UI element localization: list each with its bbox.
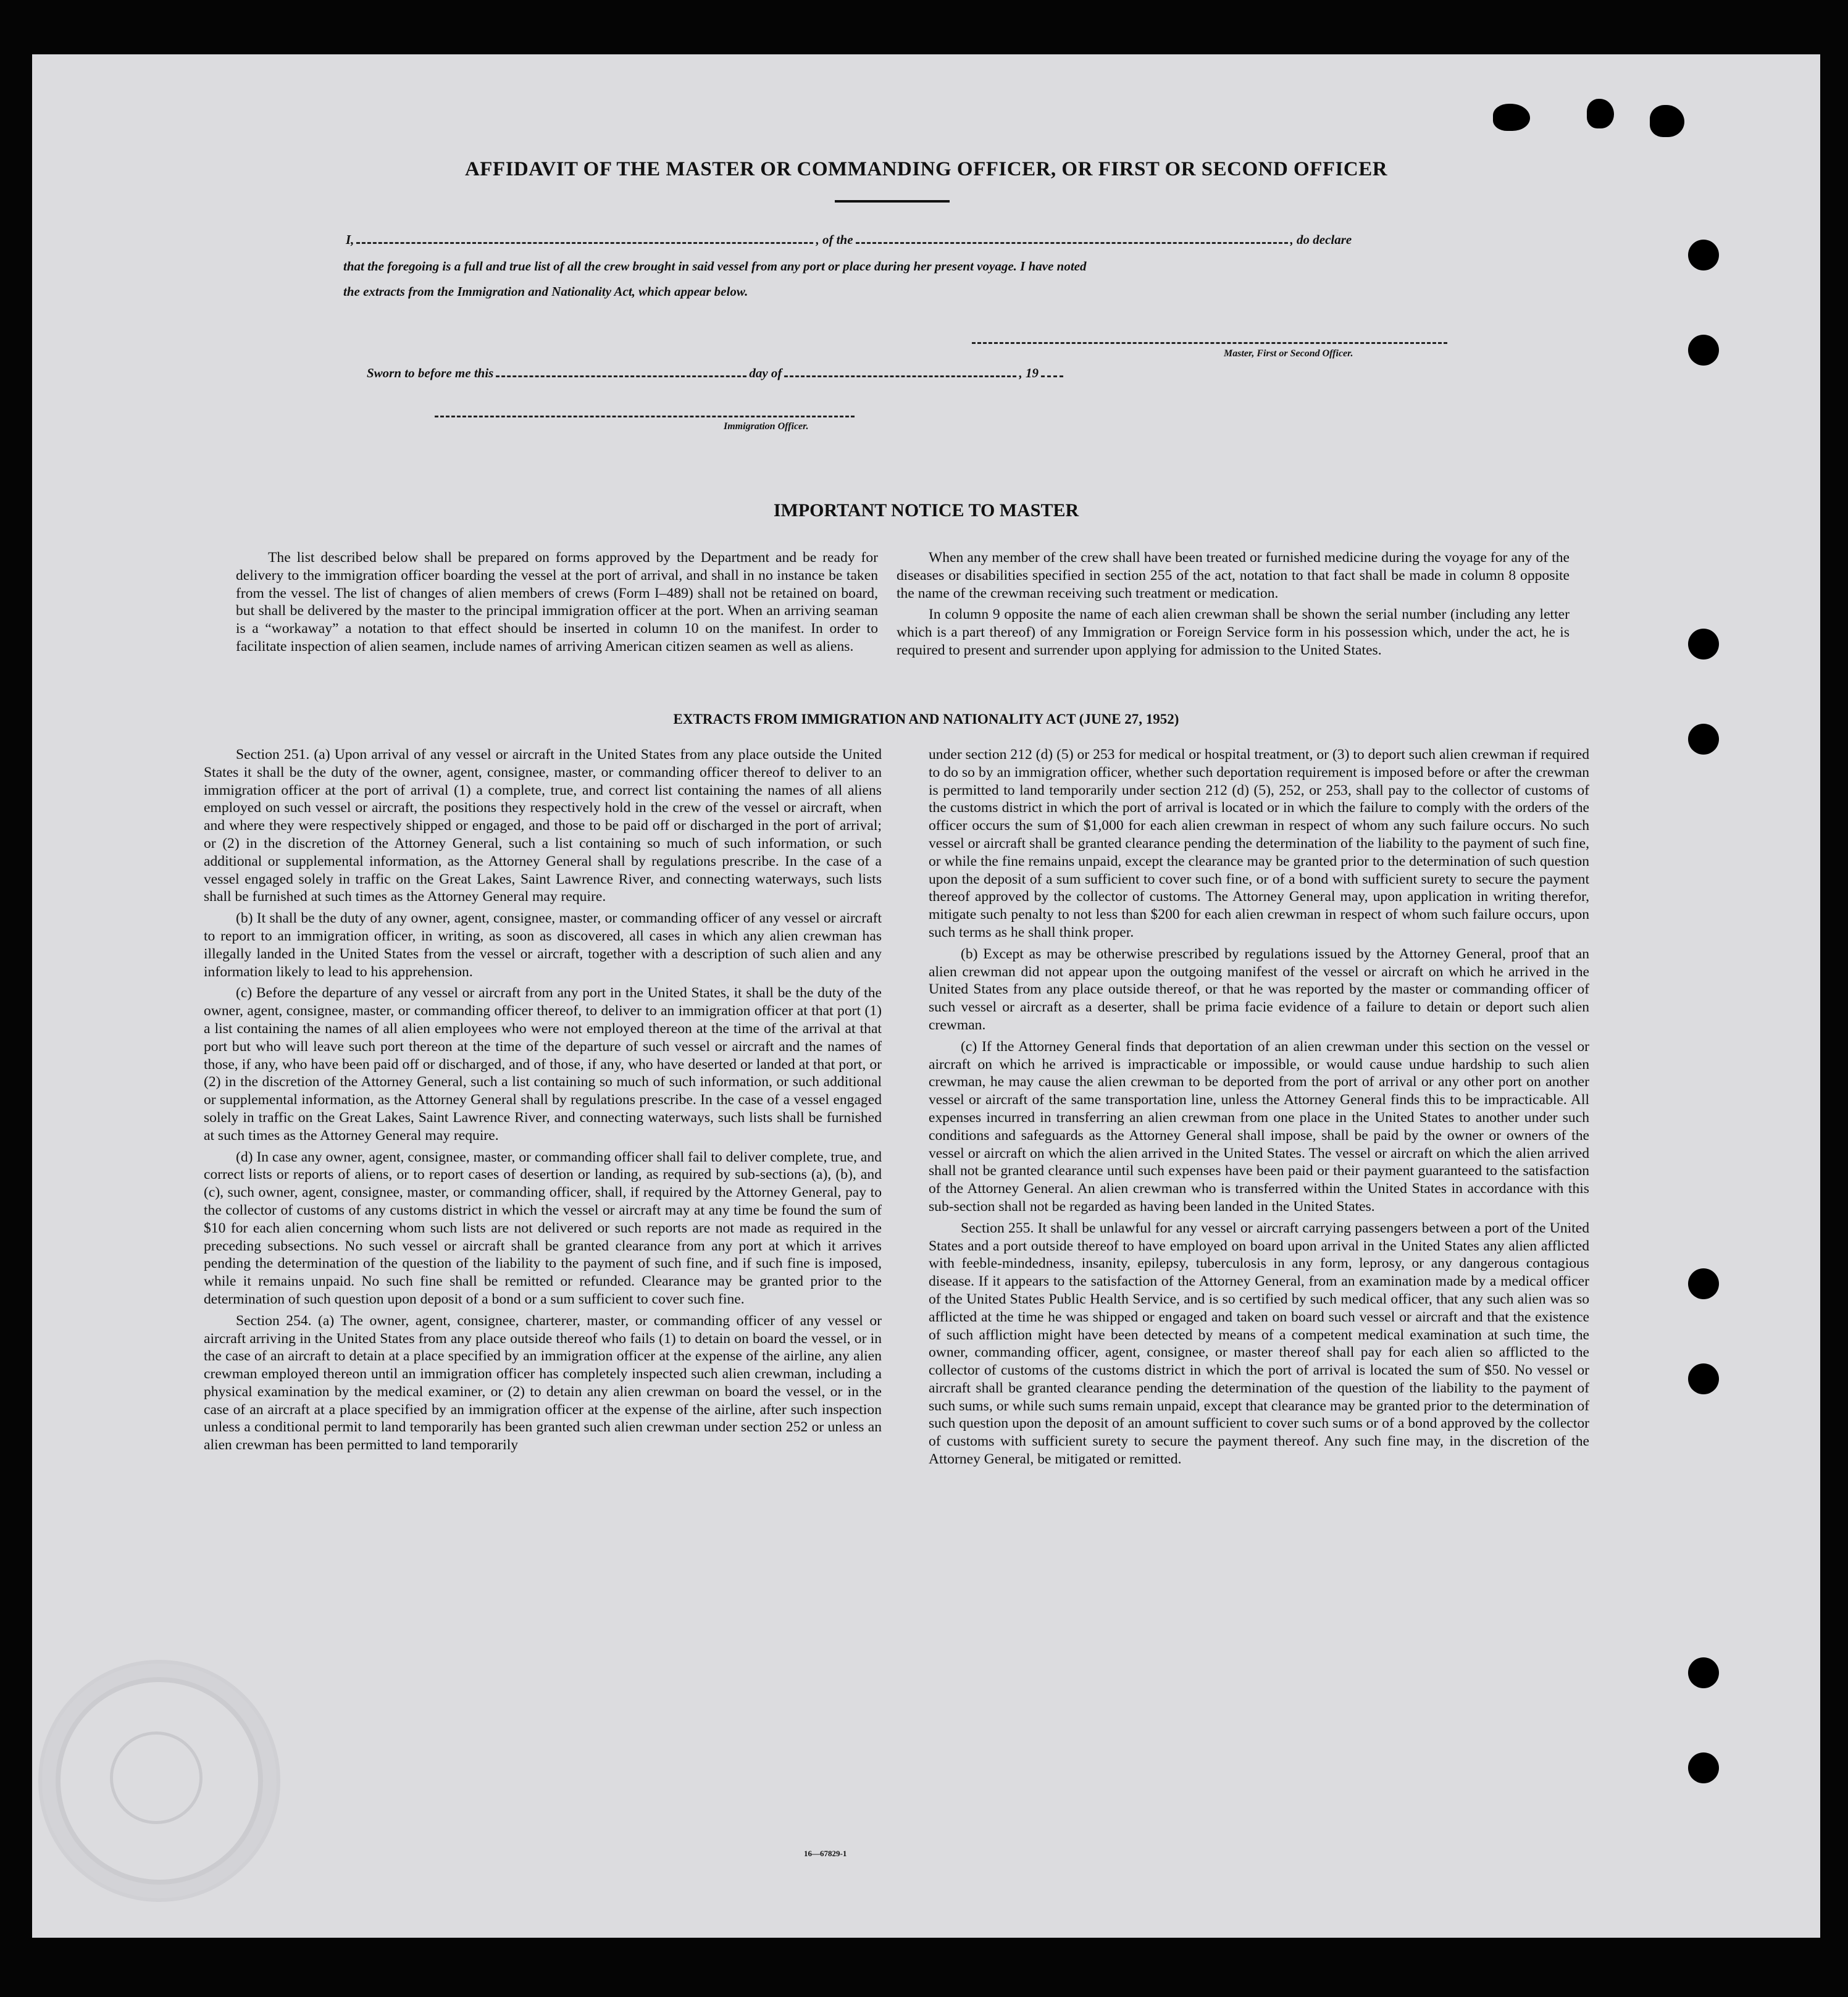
sworn-month-blank[interactable] — [784, 367, 1016, 377]
notice-right-paragraph-1: When any member of the crew shall have been treated or furnished medicine during the voyage for any of the diseases or disabilities specified in section 255 of the act, notation to that fact shall be made in column 8 opposite the name of the crewman receiving such treatment or medication. — [897, 550, 1570, 601]
sworn-year-blank[interactable] — [1041, 367, 1063, 377]
ink-blot-icon — [1587, 99, 1614, 128]
title-rule — [835, 200, 950, 203]
embossed-seal-icon — [38, 1660, 280, 1902]
name-blank[interactable] — [356, 233, 813, 244]
sworn-line — [367, 366, 1066, 381]
section-254a: Section 254. (a) The owner, agent, consignee, charterer, master, or commanding officer of any vessel or aircraft arriving in the United States from any place outside thereof who fails (1) to detain on board the vessel, or in the case of an aircraft to detain at a place specified by an immigration officer at the expense of the airline, any alien crewman employed thereon until an immigration officer has completely inspected such alien crewman, including a physical examination by the medical examiner, or (2) to detain any alien crewman on board the vessel, or in the case of an aircraft at a place specified by an immigration officer at the expense of the airline, after such inspection unless a conditional permit to land temporarily has been granted such alien crewman under section 252 or unless an alien crewman has been permitted to land temporarily — [204, 1312, 882, 1454]
declaration-i: I, — [346, 232, 354, 247]
notice-left-column — [236, 549, 878, 659]
punch-hole-icon — [1688, 1363, 1719, 1394]
punch-hole-icon — [1688, 1752, 1719, 1783]
ink-blot-icon — [1493, 104, 1530, 131]
extracts-right-column — [929, 746, 1589, 1472]
declaration-declare: , do declare — [1290, 232, 1352, 247]
punch-hole-icon — [1688, 240, 1719, 270]
immigration-signature-line[interactable] — [435, 416, 855, 417]
punch-hole-icon — [1688, 1268, 1719, 1299]
declaration-line-1 — [346, 232, 1352, 248]
section-254c: (c) If the Attorney General finds that deportation of an alien crewman under this section on the vessel or aircraft on which he arrived is impracticable or impossible, or would cause undue hardship to such alien crewman, he may cause the alien crewman to be deported from the port of arrival or any other port on another vessel or aircraft of the same transportation line, unless the Attorney General finds this to be impracticable. All expenses incurred in transferring an alien crewman from one place in the United States to another under such conditions and safeguards as the Attorney General shall impose, shall be paid by the owner or owners of the vessel or aircraft on which the alien arrived in the United States. The vessel or aircraft on which the alien arrived shall not be granted clearance until such expenses have been paid or their payment guaranteed to the satisfaction of the Attorney General. An alien crewman who is transferred within the United States in accordance with this sub-section shall not be regarded as having been landed in the United States. — [929, 1038, 1589, 1215]
affidavit-title: AFFIDAVIT OF THE MASTER OR COMMANDING OFFICER, OR FIRST OR SECOND OFFICER — [464, 158, 1388, 180]
day-of-label: day of — [749, 366, 782, 380]
section-255: Section 255. It shall be unlawful for any vessel or aircraft carrying passengers between a port of the United States and a port outside thereof to have employed on board upon arrival in the United States any alien afflicted with feeble-mindedness, insanity, epilepsy, tuberculosis in any form, leprosy, or any dangerous contagious disease. If it appears to the satisfaction of the Attorney General, from an examination made by a medical officer of the United States Public Health Service, and is so certified by such medical officer, that any such alien was so afflicted at the time he was shipped or engaged and taken on board such vessel or aircraft and that the existence of such affliction might have been detected by means of a competent medical examination at such time, the owner, commanding officer, agent, consignee, or master thereof shall pay for each alien so afflicted to the collector of customs of the customs district in which the port of arrival is located the sum of $50. No vessel or aircraft shall be granted clearance pending the determination of the question of the liability to the payment of such sums, or while such sums remain unpaid, except that clearance may be granted prior to the determination of such question upon the deposit of an amount sufficient to cover such sums or of a bond approved by the collector of customs with sufficient surety to secure the payment thereof. Any such fine may, in the discretion of the Attorney General, be mitigated or remitted. — [929, 1220, 1589, 1468]
notice-right-column — [897, 549, 1570, 663]
section-251c: (c) Before the departure of any vessel or aircraft from any port in the United States, it shall be the duty of the owner, agent, consignee, master, or commanding officer thereof, to deliver to an immigration officer at that port (1) a list containing the names of all alien employees who were not employed thereon at the time of the arrival at that port but who will leave such port thereon at the time of the departure of such vessel or aircraft and the names of those, if any, who have been paid off or discharged, and of those, if any, who have deserted or landed at that port, or (2) in the discretion of the Attorney General, such a list containing so much of such information, or such additional or supplemental information, as the Attorney General shall by regulations prescribe. In the case of a vessel engaged solely in traffic on the Great Lakes, Saint Lawrence River, and connecting waterways, such lists shall be furnished at such times as the Attorney General may require. — [204, 985, 882, 1144]
sworn-day-blank[interactable] — [496, 367, 746, 377]
extracts-title: EXTRACTS FROM IMMIGRATION AND NATIONALITY ACT (JUNE 27, 1952) — [673, 711, 1179, 727]
master-caption: Master, First or Second Officer. — [1224, 348, 1353, 359]
declaration-line-3: the extracts from the Immigration and Nationality Act, which appear below. — [343, 284, 748, 299]
immigration-caption: Immigration Officer. — [724, 421, 809, 432]
declaration-of-the: , of the — [816, 232, 853, 247]
notice-title: IMPORTANT NOTICE TO MASTER — [773, 500, 1079, 521]
year-prefix: , 19 — [1019, 366, 1039, 380]
vessel-blank[interactable] — [856, 233, 1288, 244]
extracts-left-column — [204, 746, 882, 1458]
ink-blot-icon — [1650, 105, 1684, 137]
sworn-label: Sworn to before me this — [367, 366, 494, 380]
notice-left-paragraph: The list described below shall be prepared on forms approved by the Department and be ready for delivery to the immigration officer boarding the vessel at the port of arrival, and shall in no instance be taken from the vessel. The list of changes of alien members of crews (Form I–489) shall not be retained on board, but shall be delivered by the master to the principal immigration officer at the port. When an arriving seaman is a “workaway” a notation to that effect should be inserted in column 10 on the manifest. In order to facilitate inspection of alien seamen, include names of arriving American citizen seamen as well as aliens. — [236, 550, 878, 655]
declaration-line-2: that the foregoing is a full and true list of all the crew brought in said vessel from any port or place during her present voyage. I have noted — [343, 259, 1087, 274]
document-page — [32, 54, 1820, 1938]
form-number: 16—67829-1 — [804, 1849, 847, 1858]
notice-right-paragraph-2: In column 9 opposite the name of each alien crewman shall be shown the serial number (including any letter which is a part thereof) of any Immigration or Foreign Service form in his possession which, under the act, he is required to present and surrender upon applying for admission to the United States. — [897, 606, 1570, 658]
section-251b: (b) It shall be the duty of any owner, agent, consignee, master, or commanding officer of any vessel or aircraft to report to an immigration officer, in writing, as soon as discovered, all cases in which any alien crewman has illegally landed in the United States from the vessel or aircraft, together with a description of such alien and any information likely to lead to his apprehension. — [204, 910, 882, 980]
section-251a: Section 251. (a) Upon arrival of any vessel or aircraft in the United States from any place outside the United States it shall be the duty of the owner, agent, consignee, master, or commanding officer thereof to deliver to an immigration officer at the port of arrival (1) a complete, true, and correct list containing the names of all aliens employed on such vessel or aircraft, the positions they respectively hold in the crew of the vessel or aircraft, when and where they were respectively shipped or engaged, and those to be paid off or discharged in the port of arrival; or (2) in the discretion of the Attorney General, such a list containing so much of such information, or such additional or supplemental information, as the Attorney General shall by regulations prescribe. In the case of a vessel engaged solely in traffic on the Great Lakes, Saint Lawrence River, and connecting waterways, such lists shall be furnished at such times as the Attorney General may require. — [204, 747, 882, 905]
section-254a-continued: under section 212 (d) (5) or 253 for medical or hospital treatment, or (3) to deport such alien crewman if required to do so by an immigration officer, whether such deportation requirement is imposed before or after the crewman is permitted to land temporarily under section 212 (d) (5), 252, or 253, shall pay to the collector of customs of the customs district in which the port of arrival is located or in which the failure to comply with the orders of the officer occurs the sum of $1,000 for each alien crewman in respect of whom any such failure occurs. No such vessel or aircraft shall be granted clearance pending the determination of the liability to the payment of such fine, or while the fine remains unpaid, except the clearance may be granted prior to the determination of such question upon the deposit of a sum sufficient to cover such fine, or of a bond with sufficient surety to secure the payment thereof approved by the collector of customs. The Attorney General may, upon application in writing therefor, mitigate such penalty to not less than $200 for each alien crewman in respect of whom such failure occurs, upon such terms as he shall think proper. — [929, 747, 1589, 940]
master-signature-line[interactable] — [972, 342, 1447, 344]
punch-hole-icon — [1688, 335, 1719, 366]
section-251d: (d) In case any owner, agent, consignee, master, or commanding officer shall fail to deliver complete, true, and correct lists or reports of aliens, or to report cases of desertion or landing, as required by sub-sections (a), (b), and (c), such owner, agent, consignee, master, or commanding officer, shall, if required by the Attorney General, pay to the collector of customs of any customs district in which the vessel or aircraft may at any time be found the sum of $10 for each alien concerning whom such lists are not delivered or such reports are not made as required in the preceding subsections. No such vessel or aircraft shall be granted clearance from any port at which it arrives pending the determination of the question of the liability to the payment of such fine, and if such fine is imposed, while it remains unpaid. No such fine shall be remitted or refunded. Clearance may be granted prior to the determination of such question upon deposit of a bond or a sum sufficient to cover such fine. — [204, 1149, 882, 1307]
section-254b: (b) Except as may be otherwise prescribed by regulations issued by the Attorney General, proof that an alien crewman did not appear upon the outgoing manifest of the vessel or aircraft on which he arrived in the United States from any place outside thereof, or that he was reported by the master or commanding officer of such vessel or aircraft as a deserter, shall be prima facie evidence of a failure to detain or deport such alien crewman. — [929, 945, 1589, 1033]
punch-hole-icon — [1688, 629, 1719, 659]
punch-hole-icon — [1688, 724, 1719, 755]
punch-hole-icon — [1688, 1657, 1719, 1688]
